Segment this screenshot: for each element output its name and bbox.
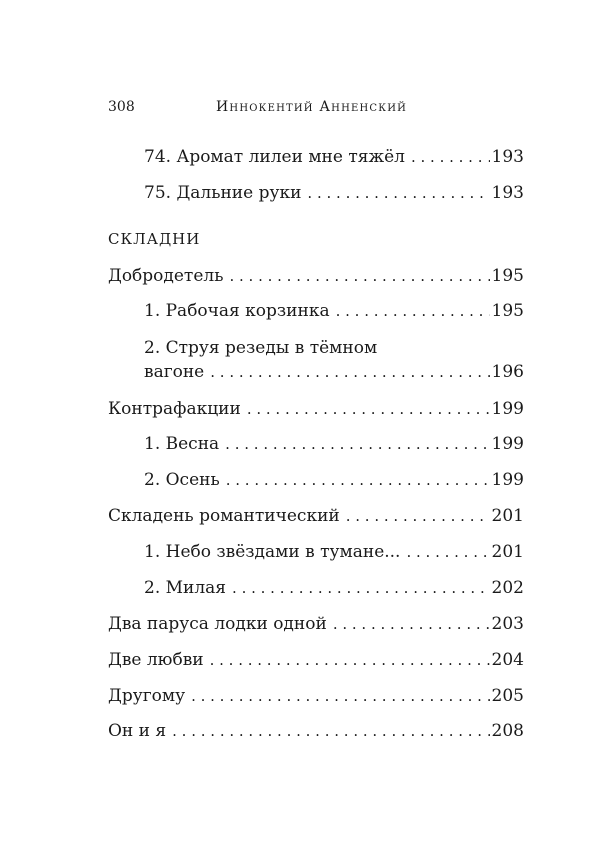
leader-dots xyxy=(336,300,490,322)
leader-dots xyxy=(406,541,489,563)
toc-entry-title: Складень романтический xyxy=(108,506,340,526)
running-head: Иннокентий Анненский xyxy=(216,99,408,115)
toc-entry-title: 2. Осень xyxy=(144,470,220,490)
leader-dots xyxy=(346,505,490,527)
toc-entry-title: Две любви xyxy=(108,650,204,670)
toc-entry-page: 208 xyxy=(491,721,524,741)
toc-entry xyxy=(108,685,524,707)
toc-entry xyxy=(144,182,524,204)
leader-dots xyxy=(411,146,490,168)
leader-dots xyxy=(226,469,490,491)
leader-dots xyxy=(307,182,489,204)
toc-entry-title: 74. Аромат лилеи мне тяжёл xyxy=(144,147,405,167)
toc-entry-page: 204 xyxy=(491,650,524,670)
toc-entry-title: 2. Милая xyxy=(144,578,227,598)
toc-entry xyxy=(108,505,524,527)
toc-entry xyxy=(108,265,524,287)
toc-entry-page: 201 xyxy=(491,542,524,562)
toc-entry xyxy=(144,469,524,491)
leader-dots xyxy=(225,433,489,455)
toc-entry-title: 1. Небо звёздами в тумане... xyxy=(144,542,401,562)
leader-dots xyxy=(191,685,489,707)
leader-dots xyxy=(229,265,489,287)
leader-dots xyxy=(232,577,490,599)
toc-entry-page: 195 xyxy=(491,301,524,321)
toc-entry xyxy=(144,577,524,599)
toc-entry-page: 193 xyxy=(491,147,524,167)
toc-entry xyxy=(108,649,524,671)
toc-entry-page: 199 xyxy=(491,434,524,454)
toc-entry xyxy=(144,146,524,168)
toc-entry-title: 1. Весна xyxy=(144,434,220,454)
toc-entry-title: Добродетель xyxy=(108,266,224,286)
toc-entry xyxy=(144,300,524,322)
section-title: СКЛАДНИ xyxy=(108,230,201,248)
toc-entry-page: 205 xyxy=(491,686,524,706)
toc-entry-title-line1: 2. Струя резеды в тёмном xyxy=(144,338,378,358)
toc-entry xyxy=(144,433,524,455)
page-header xyxy=(108,99,524,119)
leader-dots xyxy=(172,720,489,742)
toc-entry-title: 75. Дальние руки xyxy=(144,183,302,203)
toc-entry-page: 202 xyxy=(491,578,524,598)
leader-dots xyxy=(210,649,490,671)
toc-entry-page: 193 xyxy=(491,183,524,203)
leader-dots xyxy=(247,398,490,420)
toc-entry-title: 1. Рабочая корзинка xyxy=(144,301,330,321)
toc-entry xyxy=(108,613,524,635)
toc-entry-title: Два паруса лодки одной xyxy=(108,614,327,634)
toc-entry-page: 203 xyxy=(491,614,524,634)
toc-entry xyxy=(144,361,524,383)
toc-entry-page: 195 xyxy=(491,266,524,286)
leader-dots xyxy=(210,361,489,383)
toc-entry-title: Другому xyxy=(108,686,186,706)
toc-entry xyxy=(108,720,524,742)
toc-entry-page: 201 xyxy=(491,506,524,526)
toc-entry-page: 199 xyxy=(491,399,524,419)
toc-entry xyxy=(108,398,524,420)
toc-entry xyxy=(144,541,524,563)
toc-entry-page: 199 xyxy=(491,470,524,490)
toc-entry-title-line2: вагоне xyxy=(144,362,205,382)
toc-entry-title: Он и я xyxy=(108,721,167,741)
leader-dots xyxy=(333,613,490,635)
toc-entry-page: 196 xyxy=(491,362,524,382)
toc-entry-title: Контрафакции xyxy=(108,399,241,419)
page-number: 308 xyxy=(108,99,135,115)
